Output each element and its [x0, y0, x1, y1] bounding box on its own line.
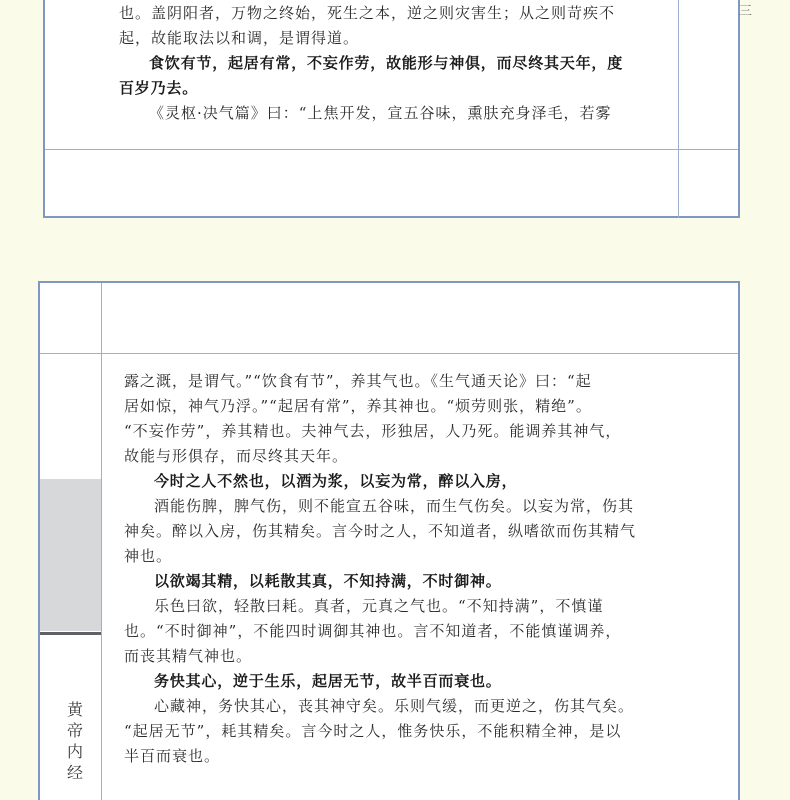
upper-text-line-3: 百岁乃去。 — [119, 79, 199, 97]
thumb-tab-band — [40, 479, 101, 631]
upper-page-body-text — [119, 1, 669, 126]
upper-text-line-1: 起，故能取法以和调，是谓得道。 — [119, 29, 360, 47]
lower-text-line-13: 心藏神，务快其心，丧其神守矣。乐则气缓，而更逆之，伤其气矣。 — [154, 697, 635, 715]
lower-text-line-10: 也。“不时御神”，不能四时调御其神也。言不知道者，不能慎谨调养， — [124, 622, 622, 640]
lower-text-line-5: 酒能伤脾，脾气伤，则不能宣五谷味，而生气伤矣。以妄为常，伤其 — [154, 497, 635, 515]
lower-text-line-15: 半百而衰也。 — [124, 747, 221, 765]
lower-text-line-2: “不妄作劳”，养其精也。夫神气去，形独居，人乃死。能调养其神气， — [124, 422, 622, 440]
lower-text-line-14: “起居无节”，耗其精矣。言今时之人，惟务快乐，不能积精全神，是以 — [124, 722, 622, 740]
lower-text-line-3: 故能与形俱存，而尽终其天年。 — [124, 447, 349, 465]
page-number: 三 — [739, 4, 753, 19]
lower-text-line-7: 神也。 — [124, 547, 173, 565]
upper-text-line-2: 食饮有节，起居有常，不妄作劳，故能形与神俱，而尽终其天年，度 — [149, 54, 624, 72]
lower-text-line-9: 乐色曰欲，轻散曰耗。真者，元真之气也。“不知持满”，不慎谨 — [154, 597, 604, 615]
lower-text-line-11: 而丧其精气神也。 — [124, 647, 253, 665]
lower-text-line-8: 以欲竭其精，以耗散其真，不知持满，不时御神。 — [154, 572, 502, 590]
running-head: 黄帝内经 — [66, 700, 83, 782]
upper-page-bottom-rule — [45, 149, 738, 150]
lower-page-header-rule — [40, 353, 738, 354]
upper-text-line-0: 也。盖阴阳者，万物之终始，死生之本，逆之则灾害生；从之则苛疾不 — [119, 4, 616, 22]
upper-text-line-4: 《灵枢·决气篇》曰：“上焦开发，宣五谷味，熏肤充身泽毛，若雾 — [149, 104, 612, 122]
lower-text-line-0: 露之溉，是谓气。”“饮食有节”，养其气也。《生气通天论》曰：“起 — [124, 372, 592, 390]
lower-text-line-4: 今时之人不然也，以酒为浆，以妄为常，醉以入房， — [154, 472, 518, 490]
lower-page-body-text — [124, 369, 704, 769]
lower-page-margin-rule — [101, 283, 102, 800]
lower-text-line-6: 神矣。醉以入房，伤其精矣。言今时之人，不知道者，纵嗜欲而伤其精气 — [124, 522, 637, 540]
lower-page — [38, 281, 740, 800]
thumb-tab-rule — [40, 632, 101, 635]
lower-text-line-12: 务快其心，逆于生乐，起居无节，故半百而衰也。 — [154, 672, 502, 690]
lower-text-line-1: 居如惊，神气乃浮。”“起居有常”，养其神也。“烦劳则张，精绝”。 — [124, 397, 592, 415]
upper-page — [43, 0, 753, 218]
upper-page-right-rule — [678, 0, 679, 218]
